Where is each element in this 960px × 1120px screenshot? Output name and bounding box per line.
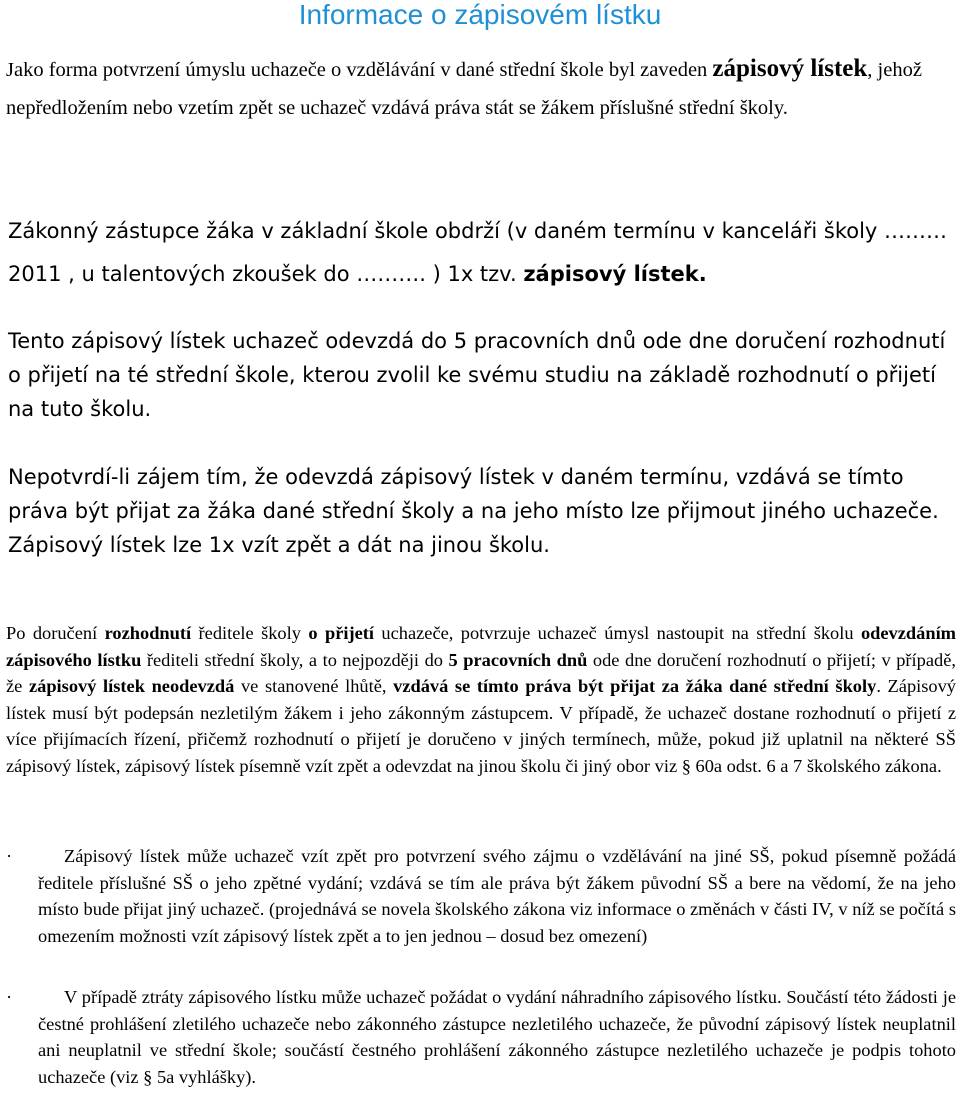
list-item-text: Zápisový lístek může uchazeč vzít zpět pro potvrzení svého zájmu o vzdělávání na jiné SŠ, pokud písemně požádá ředitele příslušné SŠ o jeho zpětné vydání; vzdává se tím ale práva být žákem původní SŠ a bere na vědomí, že na jeho místo bude přijat jiný uchazeč. (projednává se novela školského zákona viz informace o změnách v části IV, v níž se počítá s omezením možnosti vzít zápisový lístek zpět a to jen jednou – dosud bez omezení) [38,846,956,946]
delivery-text-4: řediteli střední školy, a to nejpozději do [141,649,449,670]
withdrawal-paragraph: Nepotvrdí-li zájem tím, že odevzdá zápisový lístek v daném termínu, vzdává se tímto práva být přijat za žáka dané střední školy a na jeho místo lze přijmout jiného uchazeče. Zápisový lístek lze 1x vzít zpět a dát na jinou školu. [8,465,939,557]
intro-bold-term: zápisový lístek [712,55,868,82]
intro-text-2: , jehož nepředložením nebo vzetím zpět se uchazeč vzdává práva stát se žákem příslušné střední školy. [6,59,922,119]
delivery-bold-4: 5 pracovních dnů [448,649,588,670]
delivery-text-6: ve stanovené lhůtě, [234,676,394,696]
delivery-bold-3: odevzdáním zápisového lístku [6,623,956,670]
intro-paragraph [6,50,954,127]
guardian-bold-term: zápisový lístek. [523,262,707,286]
list-item-text: V případě ztráty zápisového lístku může uchazeč požádat o vydání náhradního zápisového lístku. Součástí této žádosti je čestné prohlášení zletilého uchazeče nebo zákonného zástupce nezletilého uchazeče, že původní zápisový lístek neuplatnil ani neuplatnil ve střední škole; součástí čestného prohlášení zákonného zástupce nezletilého uchazeče je podpis tohoto uchazeče (viz § 5a vyhlášky). [38,987,956,1087]
list-item [6,843,956,949]
bullet-marker: · [6,846,13,866]
bullet-marker: · [6,987,13,1007]
delivery-text-7: . Zápisový lístek musí být podepsán nezletilým žákem i jeho zákonným zástupcem. V případě, že uchazeč dostane rozhodnutí o přijetí z více přijímacích řízení, přičemž rozhodnutí o přijetí je doručeno v jiných termínech, může, pokud již uplatnil na některé SŠ zápisový lístek, zápisový lístek písemně vzít zpět a odevzdat na jinou školu či jiný obor viz § 60a odst. 6 a 7 školského zákona. [6,676,956,776]
list-item [6,984,956,1090]
delivery-text-3: uchazeče, potvrzuje uchazeč úmysl nastoupit na střední školu [374,623,861,643]
delivery-bold-1: rozhodnutí [104,623,192,643]
delivery-bold-6: vzdává se tímto práva být přijat za žáka dané střední školy [393,676,877,696]
guardian-text: Zákonný zástupce žáka v základní škole obdrží (v daném termínu v kanceláři školy ……… 2011 , u talentových zkoušek do ………. ) 1x tzv. [8,219,948,286]
delivery-bold-5: zápisový lístek neodevzdá [28,676,235,696]
intro-text-1: Jako forma potvrzení úmyslu uchazeče o vzdělávání v dané střední škole byl zaveden [6,59,713,81]
guardian-paragraph [8,210,958,296]
delivery-text-1: Po doručení [6,623,105,643]
submission-paragraph: Tento zápisový lístek uchazeč odevzdá do 5 pracovních dnů ode dne doručení rozhodnutí o přijetí na té střední škole, kterou zvolil ke svému studiu na základě rozhodnutí o přijetí na tuto školu. [8,329,946,421]
delivery-bold-2: o přijetí [308,623,374,643]
delivery-text-2: ředitele školy [191,623,309,643]
delivery-text-5: ode dne doručení rozhodnutí o přijetí; v případě, že [6,649,956,696]
page-title: Informace o zápisovém lístku [298,0,662,30]
delivery-paragraph [6,620,956,779]
